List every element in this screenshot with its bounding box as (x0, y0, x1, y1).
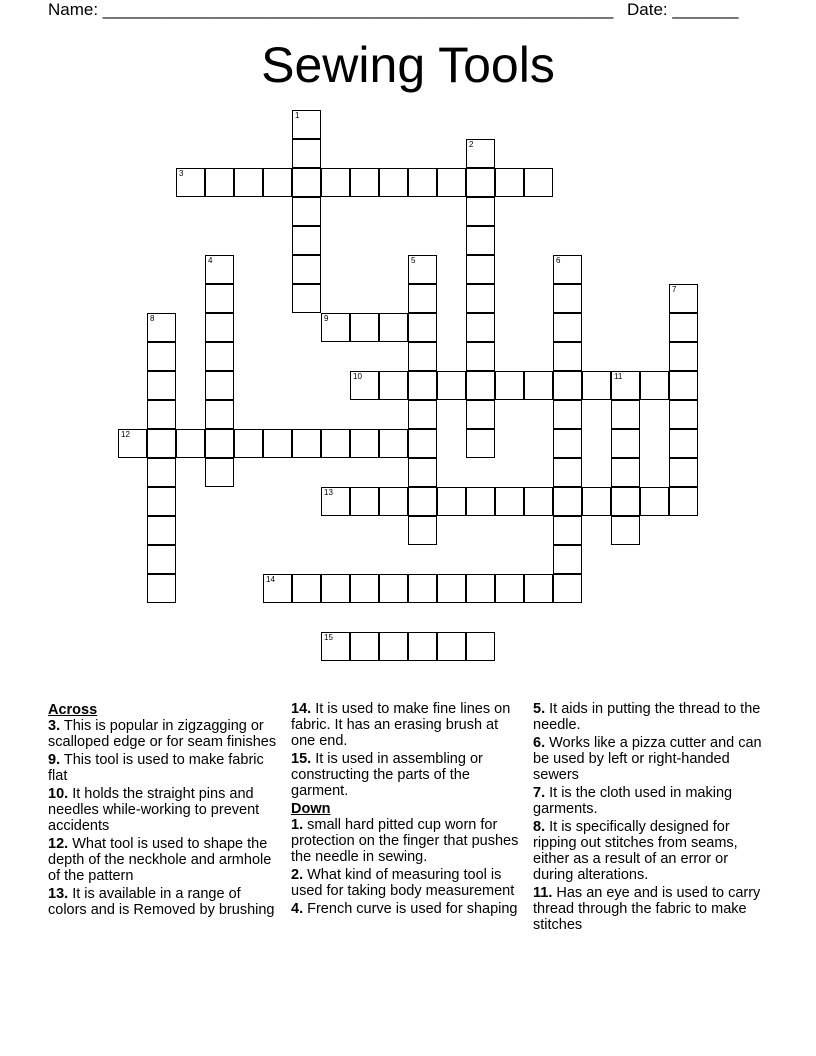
clue-number: 8. (533, 819, 546, 835)
grid-cell[interactable] (466, 632, 495, 661)
name-field[interactable]: Name: ______________________________________________________ (48, 0, 614, 19)
clue-number: 13. (48, 886, 69, 902)
grid-cell[interactable] (611, 371, 640, 400)
grid-cell[interactable] (147, 545, 176, 574)
grid-cell[interactable] (205, 284, 234, 313)
grid-cell[interactable] (466, 429, 495, 458)
clue-number: 3. (48, 718, 61, 734)
clue-number-label: 3 (179, 169, 184, 178)
clue-text: It is used in assembling or constructing the parts of the garment. (291, 751, 483, 799)
grid-cell[interactable] (321, 487, 350, 516)
clue-across-9 (48, 752, 280, 784)
clue-number: 7. (533, 785, 546, 801)
grid-cell[interactable] (176, 168, 205, 197)
clue-across-12 (48, 836, 280, 884)
grid-cell[interactable] (205, 429, 234, 458)
clue-text: This is popular in zigzagging or scalloped edge or for seam finishes (48, 718, 277, 750)
clue-text: It holds the straight pins and needles while-working to prevent accidents (48, 786, 260, 834)
grid-cell[interactable] (495, 574, 524, 603)
grid-cell[interactable] (466, 400, 495, 429)
across-heading: Across (48, 702, 98, 718)
grid-cell[interactable] (408, 516, 437, 545)
grid-cell[interactable] (292, 284, 321, 313)
clue-number-label: 12 (121, 430, 130, 439)
clue-down-5 (533, 701, 765, 733)
clue-number-label: 11 (614, 372, 623, 381)
clue-down-2 (291, 867, 523, 899)
clue-text: Works like a pizza cutter and can be used by left or right-handed sewers (533, 735, 762, 783)
grid-cell[interactable] (263, 574, 292, 603)
clue-number: 9. (48, 752, 61, 768)
grid-cell[interactable] (321, 429, 350, 458)
grid-cell[interactable] (466, 139, 495, 168)
grid-cell[interactable] (350, 371, 379, 400)
grid-cell[interactable] (669, 400, 698, 429)
grid-cell[interactable] (437, 168, 466, 197)
clue-across-15 (291, 751, 523, 799)
grid-cell[interactable] (611, 458, 640, 487)
clue-number: 15. (291, 751, 312, 767)
grid-cell[interactable] (582, 371, 611, 400)
grid-cell[interactable] (466, 371, 495, 400)
grid-cell[interactable] (321, 632, 350, 661)
grid-cell[interactable] (553, 371, 582, 400)
grid-cell[interactable] (234, 429, 263, 458)
grid-cell[interactable] (466, 168, 495, 197)
grid-cell[interactable] (582, 487, 611, 516)
grid-cell[interactable] (292, 110, 321, 139)
grid-cell[interactable] (553, 284, 582, 313)
clue-text: small hard pitted cup worn for protection on the finger that pushes the needle in sewing. (291, 817, 519, 865)
grid-cell[interactable] (292, 168, 321, 197)
date-field[interactable]: Date: _______ (627, 0, 739, 19)
clue-number-label: 5 (411, 256, 416, 265)
grid-cell[interactable] (379, 632, 408, 661)
grid-cell[interactable] (611, 487, 640, 516)
grid-cell[interactable] (350, 574, 379, 603)
grid-cell[interactable] (205, 168, 234, 197)
grid-cell[interactable] (408, 168, 437, 197)
clues-column-3 (533, 701, 765, 935)
grid-cell[interactable] (495, 487, 524, 516)
grid-cell[interactable] (524, 574, 553, 603)
grid-cell[interactable] (553, 516, 582, 545)
grid-cell[interactable] (205, 255, 234, 284)
grid-cell[interactable] (379, 487, 408, 516)
grid-cell[interactable] (553, 574, 582, 603)
grid-cell[interactable] (611, 400, 640, 429)
grid-cell[interactable] (437, 632, 466, 661)
clue-text: It is available in a range of colors and is Removed by brushing (48, 886, 275, 918)
grid-cell[interactable] (321, 313, 350, 342)
clue-number-label: 13 (324, 488, 333, 497)
clue-down-11 (533, 885, 765, 933)
grid-cell[interactable] (524, 487, 553, 516)
clue-number-label: 9 (324, 314, 329, 323)
grid-cell[interactable] (321, 574, 350, 603)
clue-number: 14. (291, 701, 312, 717)
grid-cell[interactable] (669, 371, 698, 400)
grid-cell[interactable] (147, 429, 176, 458)
clue-down-8 (533, 819, 765, 883)
clue-number: 1. (291, 817, 304, 833)
clue-number-label: 7 (672, 285, 677, 294)
grid-cell[interactable] (495, 168, 524, 197)
grid-cell[interactable] (408, 342, 437, 371)
grid-cell[interactable] (408, 458, 437, 487)
clue-text: It is the cloth used in making garments. (533, 785, 733, 817)
grid-cell[interactable] (147, 574, 176, 603)
grid-cell[interactable] (205, 313, 234, 342)
grid-cell[interactable] (408, 371, 437, 400)
grid-cell[interactable] (495, 371, 524, 400)
grid-cell[interactable] (408, 284, 437, 313)
grid-cell[interactable] (640, 487, 669, 516)
grid-cell[interactable] (205, 458, 234, 487)
grid-cell[interactable] (205, 400, 234, 429)
grid-cell[interactable] (524, 371, 553, 400)
grid-cell[interactable] (669, 342, 698, 371)
clue-across-10 (48, 786, 280, 834)
grid-cell[interactable] (669, 458, 698, 487)
grid-cell[interactable] (205, 371, 234, 400)
grid-cell[interactable] (408, 574, 437, 603)
grid-cell[interactable] (147, 458, 176, 487)
grid-cell[interactable] (466, 342, 495, 371)
grid-cell[interactable] (147, 487, 176, 516)
grid-cell[interactable] (263, 429, 292, 458)
clue-text: It aids in putting the thread to the needle. (533, 701, 761, 733)
clues-column-1 (48, 701, 280, 920)
grid-cell[interactable] (350, 632, 379, 661)
grid-cell[interactable] (379, 371, 408, 400)
clue-number: 4. (291, 901, 304, 917)
grid-cell[interactable] (408, 255, 437, 284)
grid-cell[interactable] (205, 342, 234, 371)
clue-down-6 (533, 735, 765, 783)
grid-cell[interactable] (292, 255, 321, 284)
grid-cell[interactable] (553, 313, 582, 342)
grid-cell[interactable] (292, 429, 321, 458)
clue-across-13 (48, 886, 280, 918)
grid-cell[interactable] (437, 574, 466, 603)
grid-cell[interactable] (611, 516, 640, 545)
grid-cell[interactable] (669, 429, 698, 458)
grid-cell[interactable] (147, 516, 176, 545)
grid-cell[interactable] (408, 313, 437, 342)
grid-cell[interactable] (466, 313, 495, 342)
grid-cell[interactable] (379, 313, 408, 342)
grid-cell[interactable] (292, 197, 321, 226)
grid-cell[interactable] (350, 168, 379, 197)
clue-number: 10. (48, 786, 69, 802)
clue-text: Has an eye and is used to carry thread through the fabric to make stitches (533, 885, 761, 933)
clue-number: 2. (291, 867, 304, 883)
clue-number: 6. (533, 735, 546, 751)
clue-text: It is specifically designed for ripping out stitches from seams, either as a result of an error or during alterations. (533, 819, 738, 883)
grid-cell[interactable] (466, 574, 495, 603)
clue-number-label: 10 (353, 372, 362, 381)
grid-cell[interactable] (466, 255, 495, 284)
clue-across-3 (48, 718, 280, 750)
grid-cell[interactable] (118, 429, 147, 458)
grid-cell[interactable] (553, 545, 582, 574)
grid-cell[interactable] (437, 487, 466, 516)
clue-text: This tool is used to make fabric flat (48, 752, 264, 784)
clue-number-label: 2 (469, 140, 474, 149)
clue-down-4 (291, 901, 523, 917)
grid-cell[interactable] (408, 400, 437, 429)
clue-text: It is used to make fine lines on fabric. It has an erasing brush at one end. (291, 701, 511, 749)
grid-cell[interactable] (553, 400, 582, 429)
grid-cell[interactable] (437, 371, 466, 400)
grid-cell[interactable] (379, 168, 408, 197)
clue-text: What tool is used to shape the depth of the neckhole and armhole of the pattern (48, 836, 272, 884)
clue-text: French curve is used for shaping (307, 901, 518, 917)
grid-cell[interactable] (147, 342, 176, 371)
clue-number-label: 1 (295, 111, 300, 120)
grid-cell[interactable] (669, 313, 698, 342)
grid-cell[interactable] (466, 284, 495, 313)
grid-cell[interactable] (147, 400, 176, 429)
grid-cell[interactable] (553, 255, 582, 284)
page-title: Sewing Tools (261, 37, 555, 93)
grid-cell[interactable] (553, 429, 582, 458)
grid-cell[interactable] (553, 458, 582, 487)
grid-cell[interactable] (263, 168, 292, 197)
grid-cell[interactable] (350, 313, 379, 342)
grid-cell[interactable] (669, 284, 698, 313)
grid-cell[interactable] (292, 139, 321, 168)
grid-cell[interactable] (350, 429, 379, 458)
grid-cell[interactable] (553, 487, 582, 516)
grid-cell[interactable] (524, 168, 553, 197)
grid-cell[interactable] (147, 313, 176, 342)
clue-down-1 (291, 817, 523, 865)
clue-number-label: 4 (208, 256, 213, 265)
clue-number: 11. (533, 885, 553, 901)
grid-cell[interactable] (553, 342, 582, 371)
down-heading: Down (291, 801, 331, 817)
clues-column-2 (291, 701, 523, 919)
clue-number-label: 15 (324, 633, 333, 642)
grid-cell[interactable] (292, 574, 321, 603)
grid-cell[interactable] (379, 429, 408, 458)
grid-cell[interactable] (379, 574, 408, 603)
grid-cell[interactable] (611, 429, 640, 458)
grid-cell[interactable] (466, 197, 495, 226)
grid-cell[interactable] (466, 226, 495, 255)
grid-cell[interactable] (147, 371, 176, 400)
grid-cell[interactable] (408, 429, 437, 458)
grid-cell[interactable] (234, 168, 263, 197)
grid-cell[interactable] (408, 632, 437, 661)
grid-cell[interactable] (408, 487, 437, 516)
clue-number: 5. (533, 701, 546, 717)
grid-cell[interactable] (466, 487, 495, 516)
grid-cell[interactable] (176, 429, 205, 458)
clue-number-label: 6 (556, 256, 561, 265)
clue-down-7 (533, 785, 765, 817)
clue-number-label: 14 (266, 575, 275, 584)
clue-number: 12. (48, 836, 69, 852)
grid-cell[interactable] (350, 487, 379, 516)
grid-cell[interactable] (292, 226, 321, 255)
grid-cell[interactable] (669, 487, 698, 516)
clue-number-label: 8 (150, 314, 155, 323)
clue-text: What kind of measuring tool is used for taking body measurement (291, 867, 515, 899)
grid-cell[interactable] (640, 371, 669, 400)
clue-across-14 (291, 701, 523, 749)
grid-cell[interactable] (321, 168, 350, 197)
